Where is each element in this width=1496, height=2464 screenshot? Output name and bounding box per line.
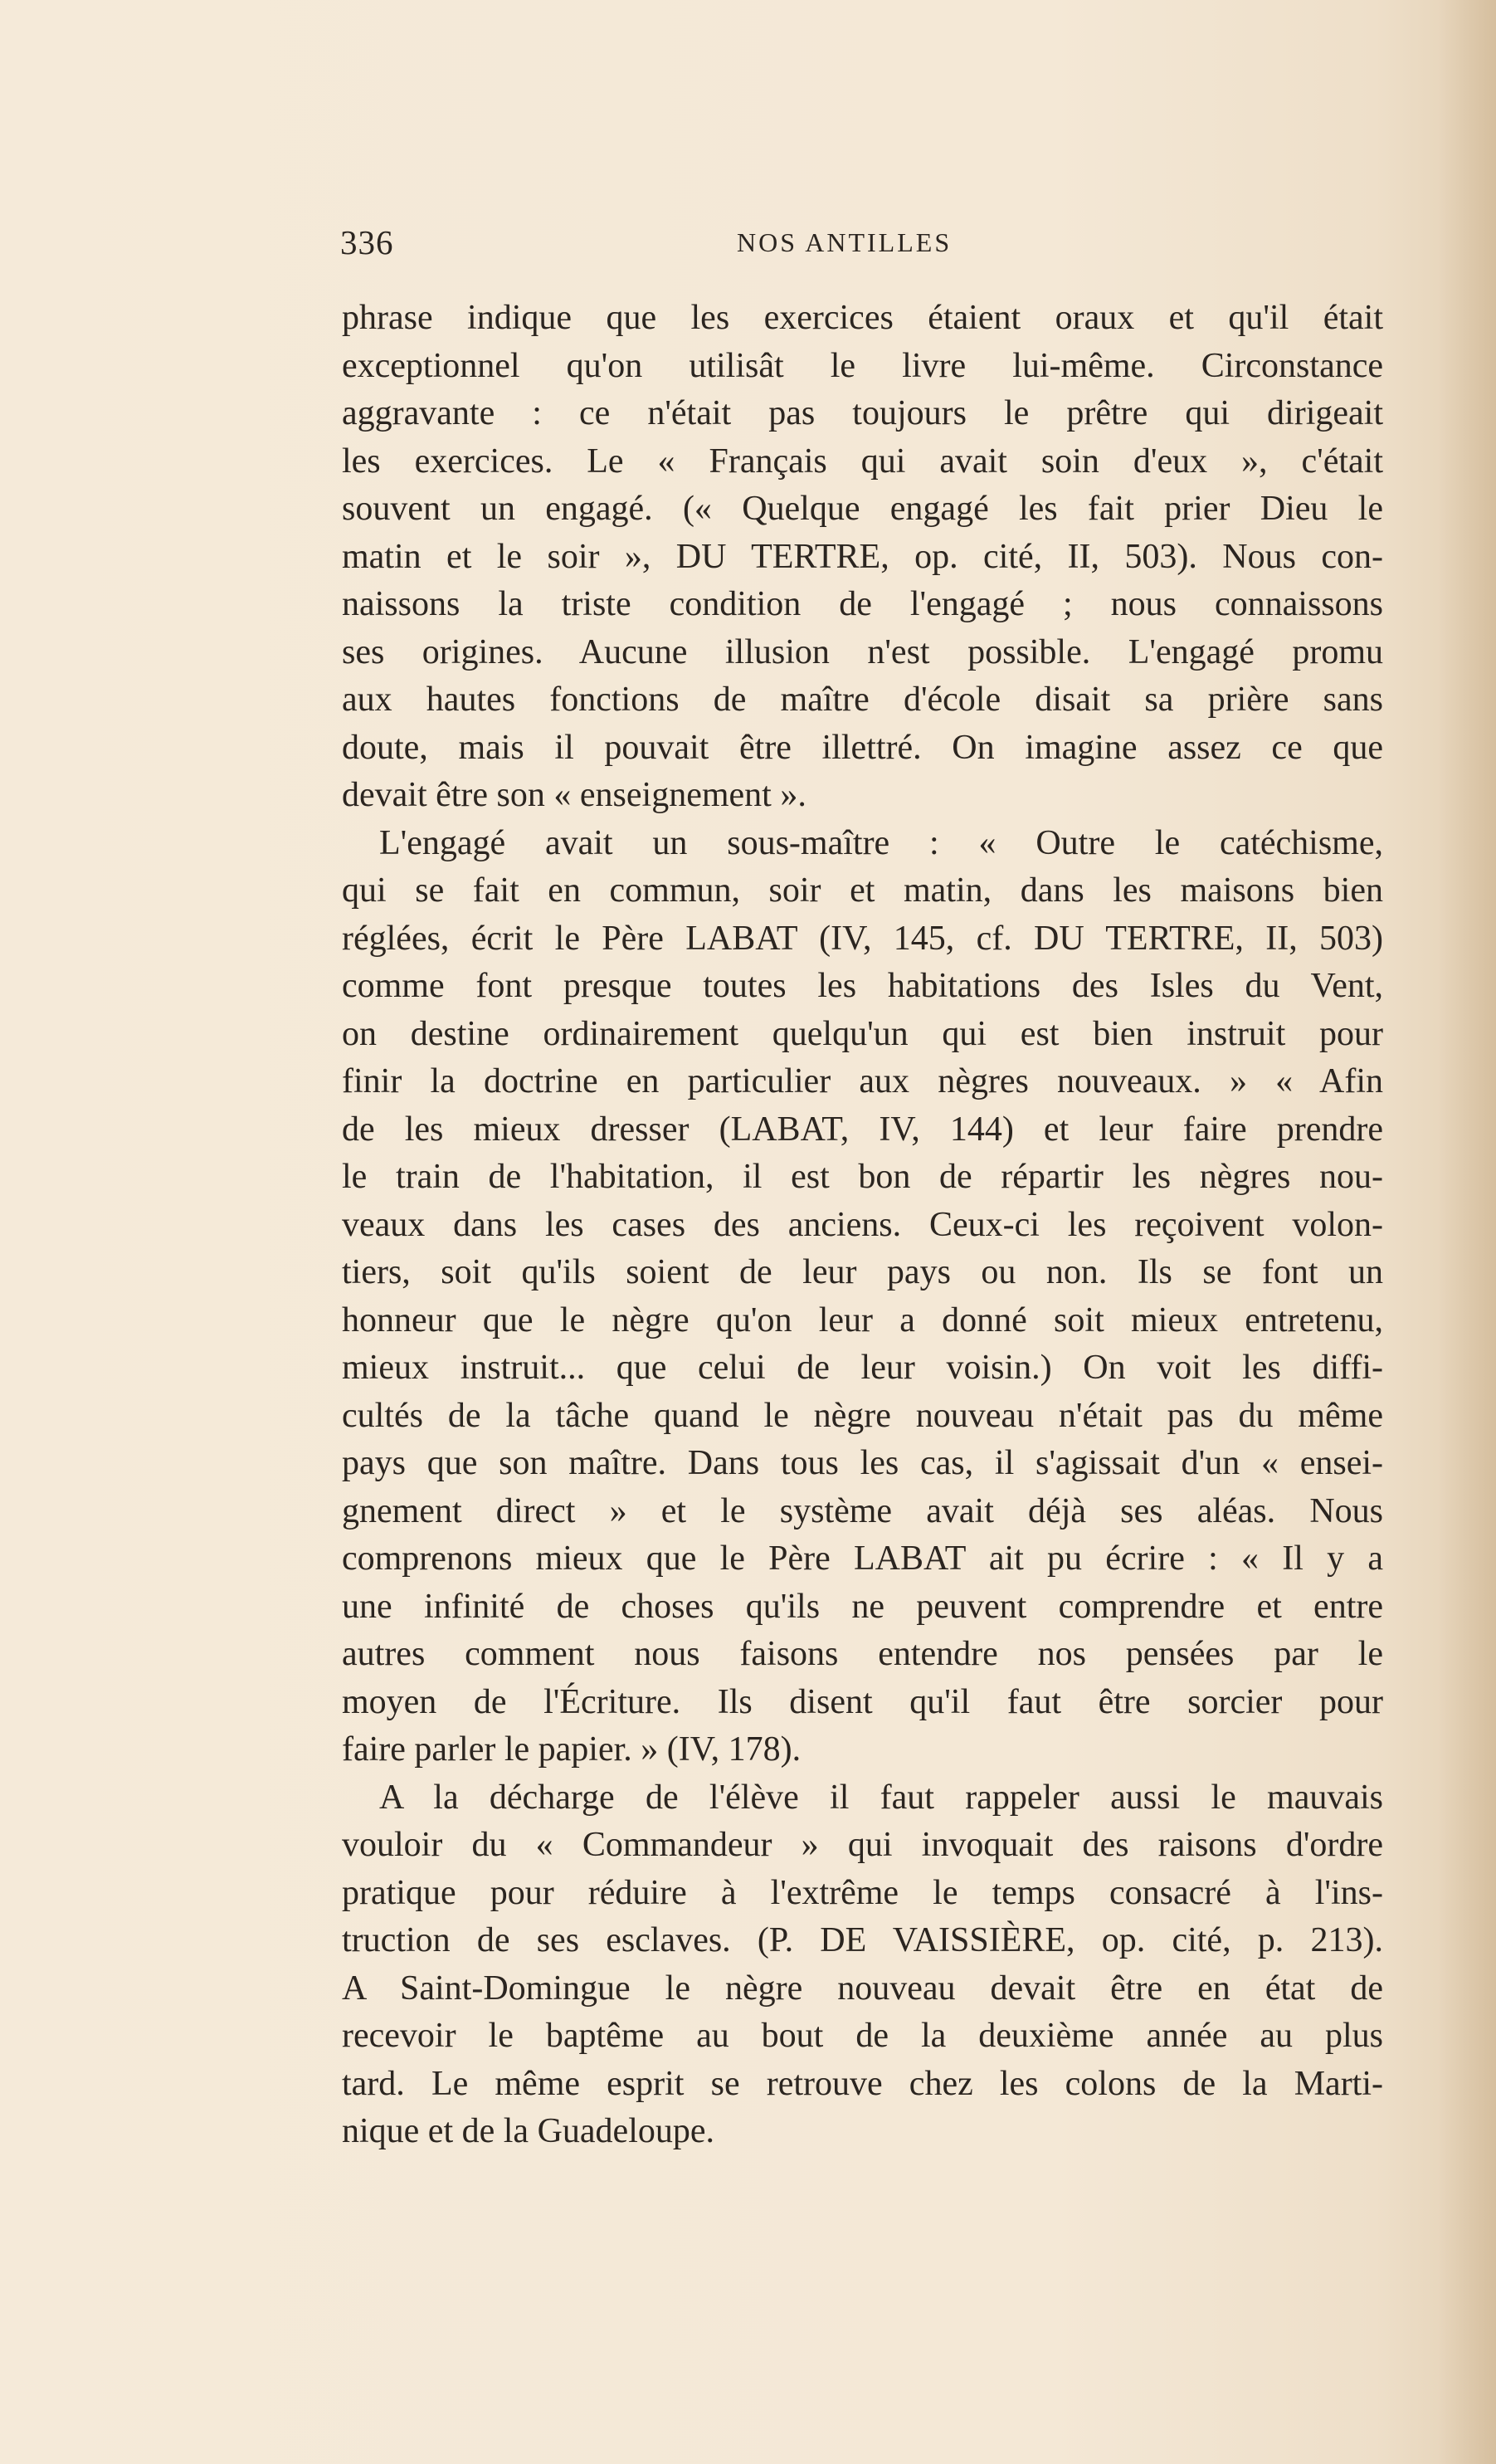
- text-line: les exercices. Le « Français qui avait soin d'eux », c'était: [342, 442, 1383, 481]
- text-line: recevoir le baptême au bout de la deuxième année au plus: [342, 2017, 1383, 2055]
- text-line: faire parler le papier. » (IV, 178).: [342, 1730, 802, 1769]
- text-line: pratique pour réduire à l'extrême le temps consacré à l'ins-: [342, 1873, 1383, 1912]
- page-number: 336: [340, 223, 394, 261]
- body-text: [342, 295, 1383, 2156]
- text-line: gnement direct » et le système avait déjà ses aléas. Nous: [342, 1491, 1383, 1530]
- text-line: naissons la triste condition de l'engagé ; nous connaissons: [342, 585, 1383, 623]
- text-line: L'engagé avait un sous-maître : « Outre le catéchisme,: [379, 823, 1383, 862]
- text-line: veaux dans les cases des anciens. Ceux-ci les reçoivent volon-: [342, 1205, 1383, 1244]
- text-line: souvent un engagé. (« Quelque engagé les fait prier Dieu le: [342, 490, 1383, 528]
- text-line: une infinité de choses qu'ils ne peuvent comprendre et entre: [342, 1587, 1383, 1626]
- running-head: NOS ANTILLES: [737, 227, 953, 257]
- text-line: honneur que le nègre qu'on leur a donné soit mieux entretenu,: [342, 1300, 1383, 1339]
- text-line: A Saint-Domingue le nègre nouveau devait être en état de: [342, 1969, 1383, 2008]
- text-line: le train de l'habitation, il est bon de répartir les nègres nou-: [342, 1158, 1383, 1196]
- text-line: autres comment nous faisons entendre nos pensées par le: [342, 1635, 1383, 1673]
- text-line: tiers, soit qu'ils soient de leur pays ou non. Ils se font un: [342, 1253, 1383, 1291]
- page-edge-shadow: [1438, 0, 1496, 2464]
- text-line: exceptionnel qu'on utilisât le livre lui-même. Circonstance: [342, 346, 1383, 385]
- text-line: aggravante : ce n'était pas toujours le prêtre qui dirigeait: [342, 394, 1383, 432]
- text-line: ses origines. Aucune illusion n'est possible. L'engagé promu: [342, 632, 1383, 671]
- text-line: mieux instruit... que celui de leur voisin.) On voit les diffi-: [342, 1349, 1383, 1387]
- text-line: phrase indique que les exercices étaient oraux et qu'il était: [342, 299, 1383, 337]
- text-line: pays que son maître. Dans tous les cas, il s'agissait d'un « ensei-: [342, 1444, 1383, 1482]
- text-line: doute, mais il pouvait être illettré. On imagine assez ce que: [342, 728, 1383, 767]
- text-line: qui se fait en commun, soir et matin, dans les maisons bien: [342, 871, 1383, 910]
- text-line: cultés de la tâche quand le nègre nouveau n'était pas du même: [342, 1396, 1383, 1435]
- text-line: comprenons mieux que le Père LABAT ait pu écrire : « Il y a: [342, 1539, 1383, 1578]
- text-line: finir la doctrine en particulier aux nègres nouveaux. » « Afin: [342, 1062, 1383, 1100]
- text-line: comme font presque toutes les habitations des Isles du Vent,: [342, 967, 1383, 1005]
- text-line: truction de ses esclaves. (P. DE VAISSIÈRE, op. cité, p. 213).: [342, 1921, 1383, 1959]
- page-header: [340, 222, 1411, 264]
- text-line: de les mieux dresser (LABAT, IV, 144) et leur faire prendre: [342, 1110, 1383, 1149]
- text-line: tard. Le même esprit se retrouve chez les colons de la Marti-: [342, 2064, 1383, 2103]
- text-line: devait être son « enseignement ».: [342, 776, 806, 814]
- text-line: réglées, écrit le Père LABAT (IV, 145, cf. DU TERTRE, II, 503): [342, 919, 1383, 958]
- text-line: on destine ordinairement quelqu'un qui est bien instruit pour: [342, 1014, 1383, 1053]
- text-line: matin et le soir », DU TERTRE, op. cité, II, 503). Nous con-: [342, 537, 1383, 576]
- text-line: vouloir du « Commandeur » qui invoquait des raisons d'ordre: [342, 1826, 1383, 1864]
- text-line: aux hautes fonctions de maître d'école disait sa prière sans: [342, 681, 1383, 719]
- text-line: moyen de l'Écriture. Ils disent qu'il faut être sorcier pour: [342, 1682, 1383, 1721]
- text-line: A la décharge de l'élève il faut rappeler aussi le mauvais: [379, 1778, 1383, 1817]
- text-line: nique et de la Guadeloupe.: [342, 2112, 714, 2150]
